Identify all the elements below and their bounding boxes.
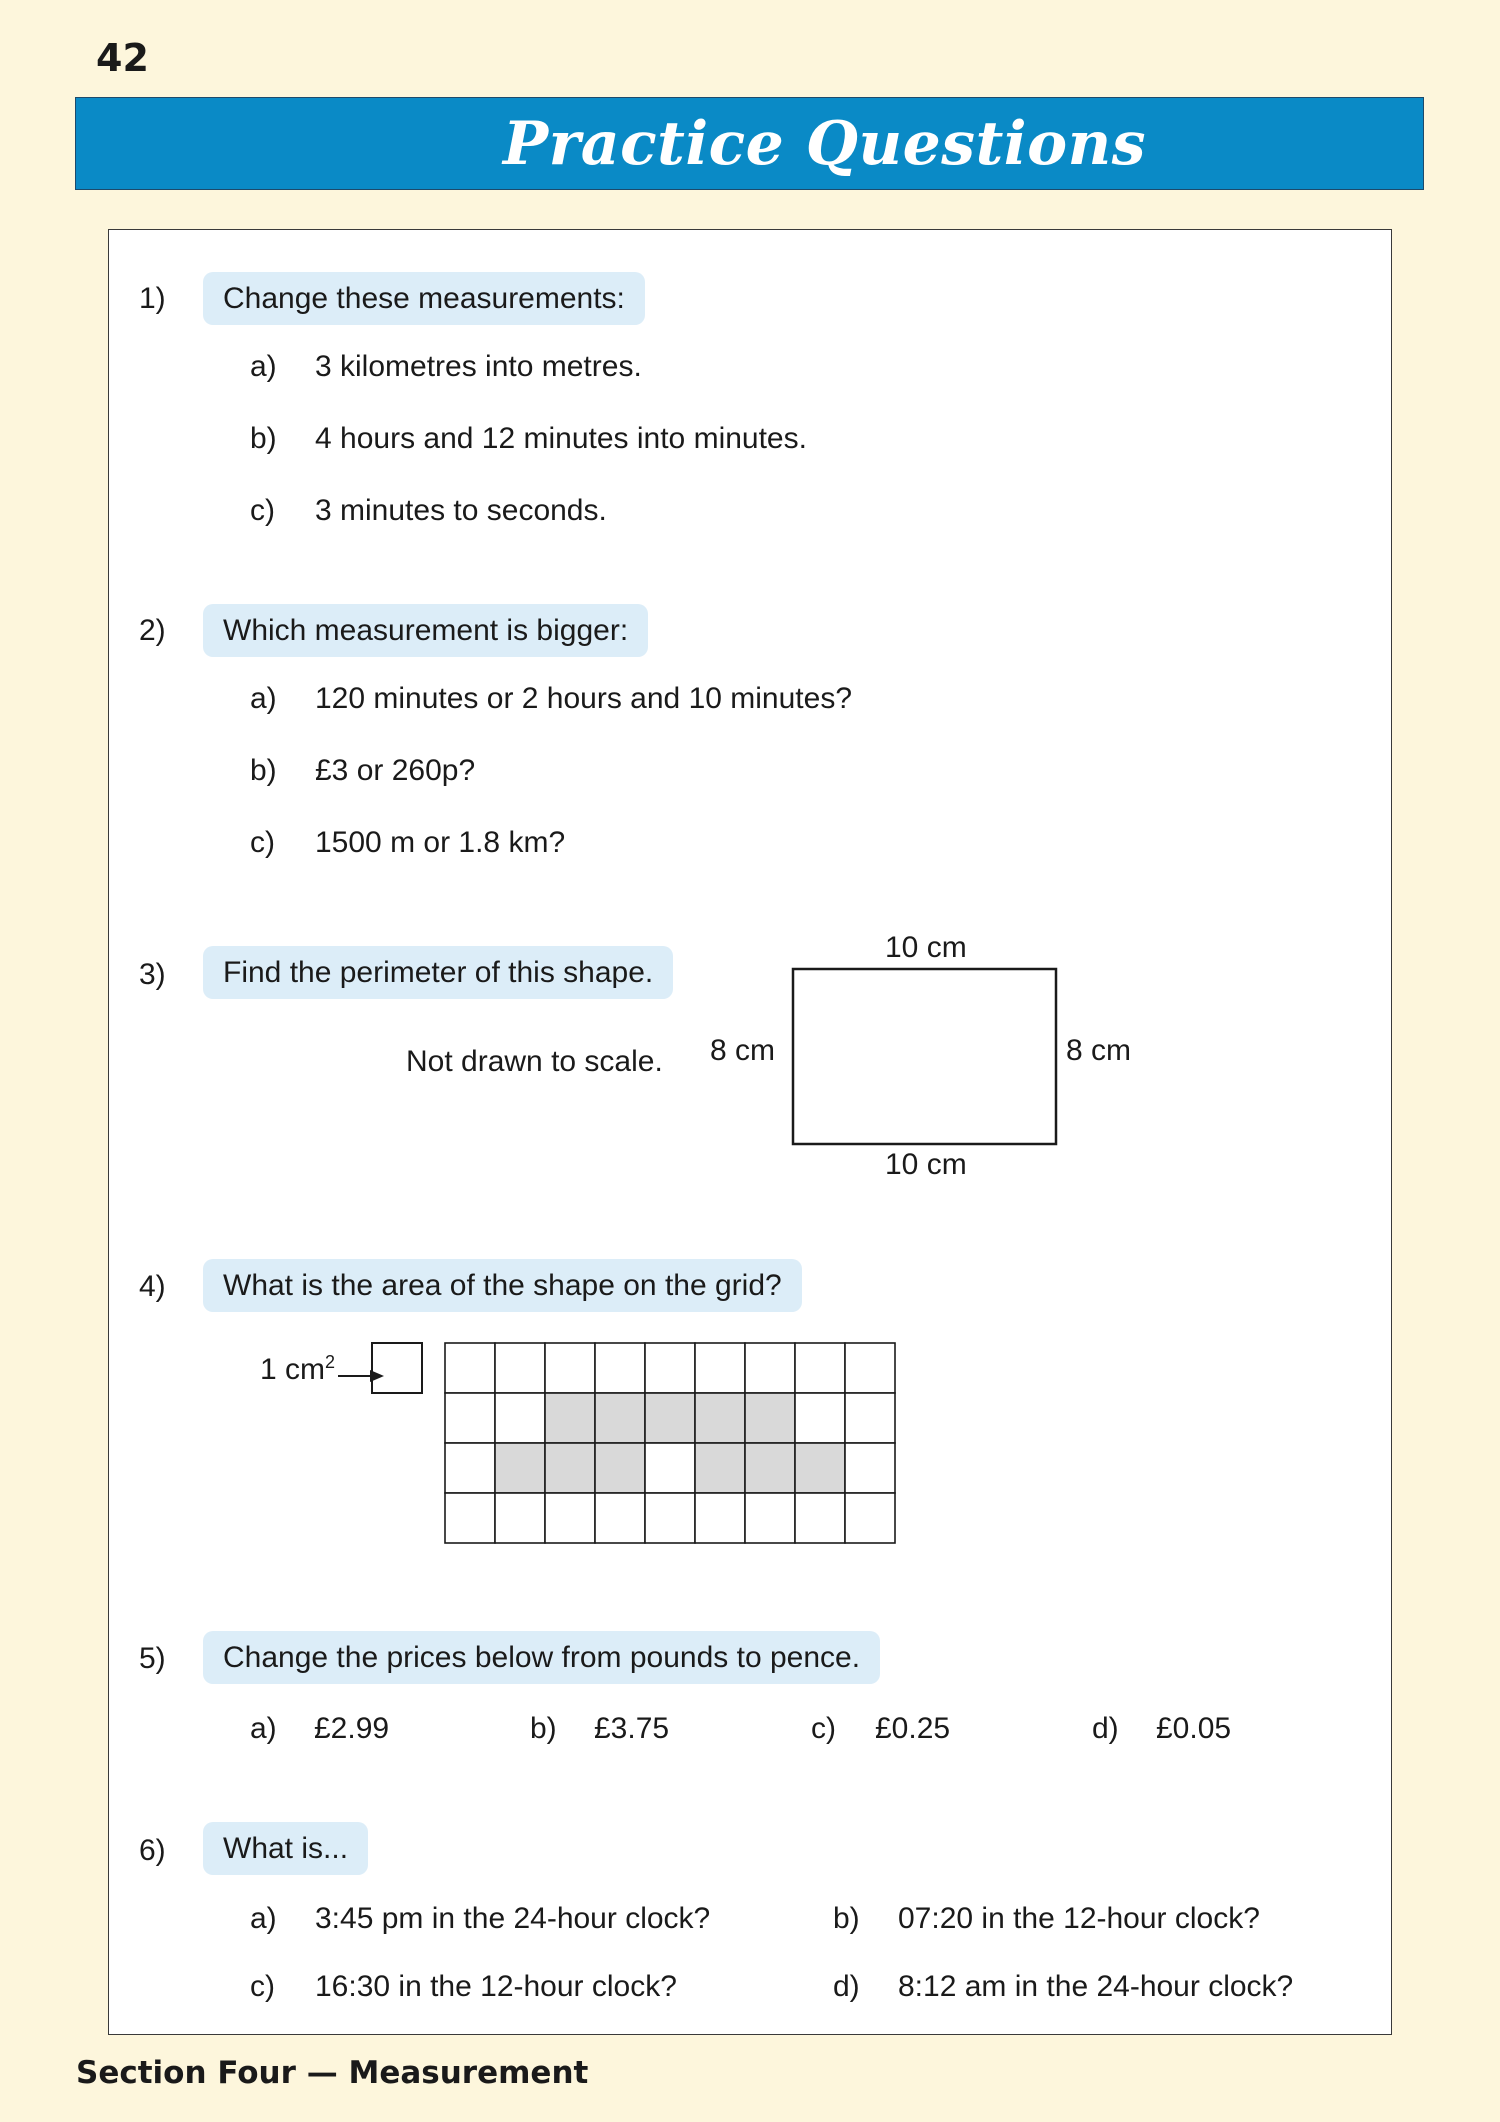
question-2-number: 2) bbox=[139, 614, 166, 647]
grid-cell bbox=[545, 1443, 595, 1493]
question-1c-text: 3 minutes to seconds. bbox=[315, 494, 607, 527]
key-label-unit: 1 cm bbox=[260, 1353, 326, 1386]
grid-cell bbox=[845, 1393, 895, 1443]
grid-cell bbox=[495, 1493, 545, 1543]
rectangle-left-label: 8 cm bbox=[710, 1034, 776, 1067]
grid-cell bbox=[545, 1393, 595, 1443]
question-6b-text: 07:20 in the 12-hour clock? bbox=[898, 1902, 1260, 1935]
question-6-prompt: What is... bbox=[203, 1822, 368, 1875]
question-5c-text: £0.25 bbox=[875, 1712, 951, 1745]
grid-cell bbox=[745, 1393, 795, 1443]
rectangle-bottom-label: 10 cm bbox=[885, 1148, 967, 1181]
question-6c-text: 16:30 in the 12-hour clock? bbox=[315, 1970, 677, 2003]
question-3-prompt: Find the perimeter of this shape. bbox=[203, 946, 673, 999]
grid-cell bbox=[695, 1493, 745, 1543]
question-3-number: 3) bbox=[139, 958, 166, 991]
question-2a-text: 120 minutes or 2 hours and 10 minutes? bbox=[315, 682, 852, 715]
grid-cell bbox=[595, 1343, 645, 1393]
grid-cell bbox=[845, 1493, 895, 1543]
grid-cell bbox=[445, 1493, 495, 1543]
grid-cell bbox=[845, 1343, 895, 1393]
question-5a-text: £2.99 bbox=[314, 1712, 390, 1745]
question-6-number: 6) bbox=[139, 1834, 166, 1867]
grid-cell bbox=[595, 1443, 645, 1493]
grid-cell bbox=[645, 1343, 695, 1393]
grid-cell bbox=[495, 1393, 545, 1443]
question-6a-text: 3:45 pm in the 24-hour clock? bbox=[315, 1902, 711, 1935]
key-label-superscript: 2 bbox=[325, 1352, 336, 1372]
question-2c-letter: c) bbox=[250, 826, 275, 859]
grid-cell bbox=[695, 1393, 745, 1443]
grid-cell bbox=[595, 1493, 645, 1543]
question-1c-letter: c) bbox=[250, 494, 275, 527]
grid-cell bbox=[695, 1443, 745, 1493]
grid-cell bbox=[495, 1343, 545, 1393]
grid-cell bbox=[445, 1343, 495, 1393]
grid-cell bbox=[745, 1493, 795, 1543]
question-6c-letter: c) bbox=[250, 1970, 275, 2003]
question-1a-text: 3 kilometres into metres. bbox=[315, 350, 642, 383]
question-5a-letter: a) bbox=[250, 1712, 277, 1745]
question-1b-letter: b) bbox=[250, 422, 277, 455]
question-6b-letter: b) bbox=[833, 1902, 860, 1935]
question-2b-letter: b) bbox=[250, 754, 277, 787]
question-1a-letter: a) bbox=[250, 350, 277, 383]
question-4-prompt: What is the area of the shape on the grid? bbox=[203, 1259, 802, 1312]
page-title: Practice Questions bbox=[502, 108, 1146, 179]
question-2b-text: £3 or 260p? bbox=[315, 754, 476, 787]
grid-cell bbox=[645, 1443, 695, 1493]
grid-cell bbox=[795, 1443, 845, 1493]
page-number: 42 bbox=[96, 36, 149, 80]
question-5-number: 5) bbox=[139, 1642, 166, 1675]
grid-cell bbox=[545, 1343, 595, 1393]
question-1-prompt: Change these measurements: bbox=[203, 272, 645, 325]
not-to-scale-note: Not drawn to scale. bbox=[406, 1045, 663, 1078]
grid-cell bbox=[695, 1343, 745, 1393]
question-1b-text: 4 hours and 12 minutes into minutes. bbox=[315, 422, 807, 455]
question-6a-letter: a) bbox=[250, 1902, 277, 1935]
question-5c-letter: c) bbox=[811, 1712, 836, 1745]
grid-cell bbox=[645, 1393, 695, 1443]
question-6d-text: 8:12 am in the 24-hour clock? bbox=[898, 1970, 1294, 2003]
rectangle-top-label: 10 cm bbox=[885, 931, 967, 964]
grid-cell bbox=[745, 1343, 795, 1393]
grid-cell bbox=[645, 1493, 695, 1543]
question-5b-letter: b) bbox=[530, 1712, 557, 1745]
rectangle-right-label: 8 cm bbox=[1066, 1034, 1132, 1067]
grid-cell bbox=[795, 1493, 845, 1543]
question-5-prompt: Change the prices below from pounds to pence. bbox=[203, 1631, 880, 1684]
grid-cell bbox=[595, 1393, 645, 1443]
question-5d-text: £0.05 bbox=[1156, 1712, 1232, 1745]
question-2c-text: 1500 m or 1.8 km? bbox=[315, 826, 566, 859]
grid-cell bbox=[445, 1393, 495, 1443]
question-6d-letter: d) bbox=[833, 1970, 860, 2003]
grid-cell bbox=[495, 1443, 545, 1493]
question-1-number: 1) bbox=[139, 282, 166, 315]
grid-cell bbox=[445, 1443, 495, 1493]
footer-section-title: Section Four — Measurement bbox=[76, 2055, 589, 2091]
grid-cell bbox=[545, 1493, 595, 1543]
question-4-number: 4) bbox=[139, 1270, 166, 1303]
question-5d-letter: d) bbox=[1092, 1712, 1119, 1745]
grid-cell bbox=[745, 1443, 795, 1493]
question-5b-text: £3.75 bbox=[594, 1712, 670, 1745]
question-2a-letter: a) bbox=[250, 682, 277, 715]
grid-cell bbox=[845, 1443, 895, 1493]
grid-cell bbox=[795, 1343, 845, 1393]
grid-cell bbox=[795, 1393, 845, 1443]
question-2-prompt: Which measurement is bigger: bbox=[203, 604, 648, 657]
